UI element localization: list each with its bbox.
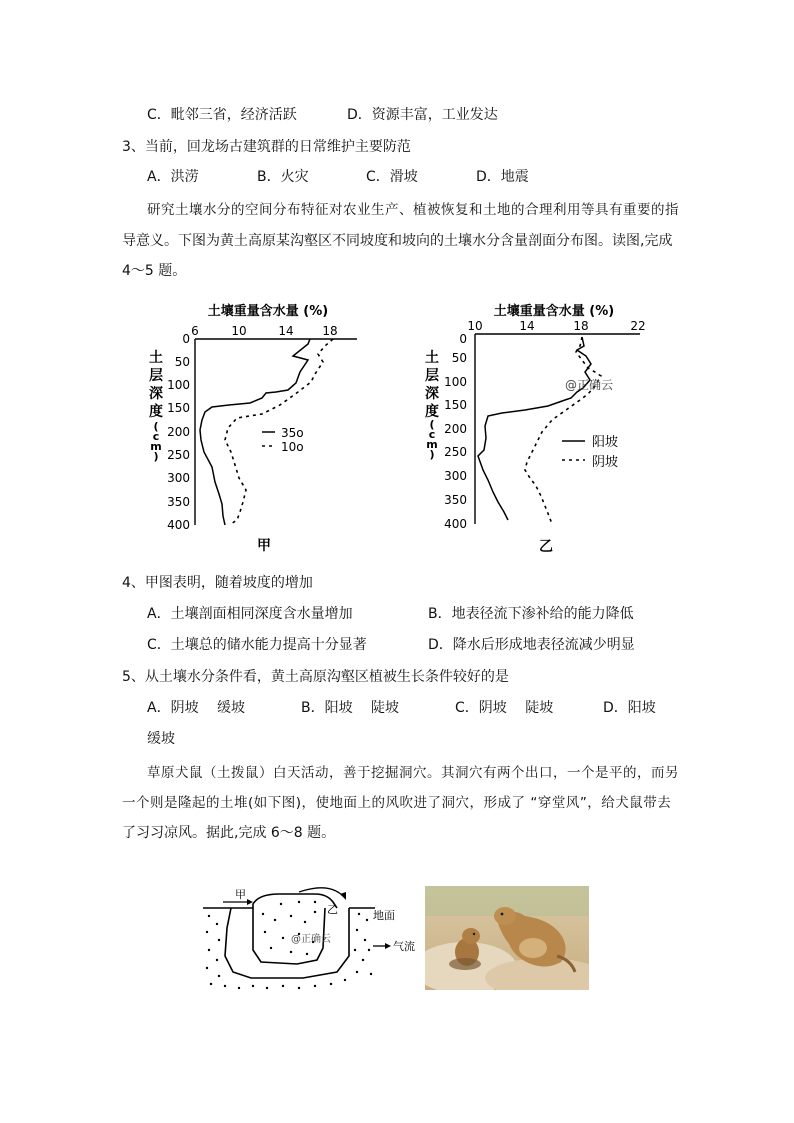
- x-tick: 18: [573, 319, 589, 333]
- chart-yi: [425, 303, 646, 555]
- intro2-line2: 一个则是隆起的土堆(如下图)，使地面上的风吹进了洞穴，形成了 “穿堂风”，给犬鼠带去: [122, 795, 672, 811]
- chart-jia-caption: 甲: [257, 538, 271, 554]
- legend-label-sunny: 阳坡: [592, 435, 619, 450]
- label-yi: 乙: [327, 903, 338, 916]
- y-tick: 400: [167, 518, 190, 532]
- y-label-char: 层: [149, 368, 163, 384]
- y-tick: 400: [444, 517, 467, 531]
- x-tick: 6: [191, 324, 199, 338]
- q3-option-a: A．洪涝: [147, 169, 199, 185]
- q5-option-d: D．阳坡: [603, 700, 656, 716]
- x-tick: 10: [467, 319, 483, 333]
- label-jia: 甲: [235, 888, 246, 901]
- y-tick: 50: [451, 351, 467, 365]
- y-label-char: 深: [149, 386, 163, 402]
- q3-option-c: C．滑坡: [366, 169, 418, 185]
- chart-jia: [149, 303, 357, 554]
- q4-option-a: A．土壤剖面相同深度含水量增加: [147, 606, 353, 622]
- chart-yi-x-ticks: [467, 319, 645, 333]
- y-tick: 350: [167, 495, 190, 509]
- q5-stem: 5、从土壤水分条件看，黄土高原沟壑区植被生长条件较好的是: [122, 669, 509, 685]
- label-airflow: 气流: [393, 940, 415, 953]
- q2-option-c: C．毗邻三省，经济活跃: [147, 107, 297, 123]
- chart-jia-y-label: [149, 349, 163, 463]
- y-label-char: c: [428, 428, 436, 441]
- x-tick: 10: [231, 324, 247, 338]
- label-ground: 地面: [373, 909, 395, 922]
- q3-option-d: D．地震: [476, 169, 529, 185]
- y-label-char: 度: [149, 404, 163, 420]
- y-label-char: m: [150, 440, 162, 453]
- y-tick: 200: [167, 425, 190, 439]
- y-label-char: c: [152, 430, 160, 443]
- diagram-watermark: @正确云: [291, 934, 331, 945]
- chart-yi-title: 土壤重量含水量 (%): [493, 304, 615, 319]
- intro1-line1: 研究土壤水分的空间分布特征对农业生产、植被恢复和土地的合理利用等具有重要的指: [147, 202, 679, 218]
- y-tick: 0: [182, 332, 190, 346]
- q3-stem: 3、当前，回龙场古建筑群的日常维护主要防范: [122, 139, 411, 155]
- y-label-char: 土: [425, 350, 439, 366]
- legend-label-10: 10o: [281, 440, 304, 454]
- x-tick: 22: [630, 319, 646, 333]
- burrow-diagram: [195, 880, 425, 995]
- mound: [253, 894, 337, 908]
- chart-jia-y-ticks: [167, 332, 190, 532]
- chart-yi-y-label: [425, 349, 439, 461]
- q4-stem: 4、甲图表明，随着坡度的增加: [122, 575, 313, 591]
- legend-label-35: 35o: [281, 426, 304, 440]
- chart-yi-line-sunny: [478, 337, 591, 520]
- intro2-line1: 草原犬鼠（土拨鼠）白天活动，善于挖掘洞穴。其洞穴有两个出口，一个是平的，而另: [147, 765, 679, 781]
- chart-yi-y-ticks: [444, 332, 467, 531]
- legend-label-shady: 阴坡: [592, 455, 619, 470]
- x-tick: 14: [278, 324, 294, 338]
- intro2-line3: 了习习凉风。据此,完成 6～8 题。: [122, 825, 336, 841]
- prairie-dog-photo: [425, 886, 589, 990]
- chart-jia-line-10: [225, 339, 333, 524]
- y-tick: 250: [167, 448, 190, 462]
- q4-option-d: D．降水后形成地表径流减少明显: [428, 637, 635, 653]
- q5-option-a: A．阴坡 缓坡: [147, 700, 246, 716]
- y-tick: 50: [174, 355, 190, 369]
- chart-yi-watermark: @正确云: [565, 378, 614, 392]
- chart-yi-caption: 乙: [539, 539, 553, 555]
- q2-option-d: D．资源丰富，工业发达: [347, 107, 498, 123]
- q4-option-c: C．土壤总的储水能力提高十分显著: [147, 637, 367, 653]
- y-label-char: 深: [425, 386, 439, 402]
- y-tick: 150: [444, 398, 467, 412]
- y-tick: 350: [444, 493, 467, 507]
- x-tick: 18: [322, 324, 338, 338]
- y-label-char: 土: [149, 350, 163, 366]
- q4-option-b: B．地表径流下渗补给的能力降低: [428, 606, 634, 622]
- y-label-char: ): [153, 450, 159, 463]
- y-tick: 100: [167, 378, 190, 392]
- y-tick: 0: [459, 332, 467, 346]
- wind-arrow-jia-head: [247, 899, 253, 905]
- q5-option-d-wrap: 缓坡: [147, 731, 175, 747]
- y-label-char: ): [429, 448, 435, 461]
- chart-jia-x-ticks: [191, 324, 337, 338]
- y-label-char: m: [426, 438, 438, 451]
- y-tick: 300: [444, 469, 467, 483]
- y-label-char: 度: [425, 404, 439, 420]
- q5-option-b: B．阳坡 陡坡: [301, 700, 400, 716]
- y-label-char: (: [153, 420, 159, 433]
- y-label-char: 层: [425, 368, 439, 384]
- y-tick: 300: [167, 471, 190, 485]
- wind-arrow-yi-head: [340, 892, 346, 900]
- y-tick: 200: [444, 422, 467, 436]
- y-tick: 250: [444, 445, 467, 459]
- soil-moisture-figure: [0, 0, 794, 560]
- q5-option-c: C．阴坡 陡坡: [455, 700, 554, 716]
- y-tick: 100: [444, 375, 467, 389]
- x-tick: 14: [519, 319, 535, 333]
- q3-option-b: B．火灾: [257, 169, 309, 185]
- chart-jia-title: 土壤重量含水量 (%): [207, 304, 329, 319]
- y-label-char: (: [429, 418, 435, 431]
- intro1-line3: 4～5 题。: [122, 263, 187, 279]
- intro1-line2: 导意义。下图为黄土高原某沟壑区不同坡度和坡向的土壤水分含量剖面分布图。读图,完成: [122, 233, 673, 249]
- y-tick: 150: [167, 401, 190, 415]
- prairie-dog-illustration: [425, 886, 589, 990]
- airflow-arrow-head: [385, 943, 391, 949]
